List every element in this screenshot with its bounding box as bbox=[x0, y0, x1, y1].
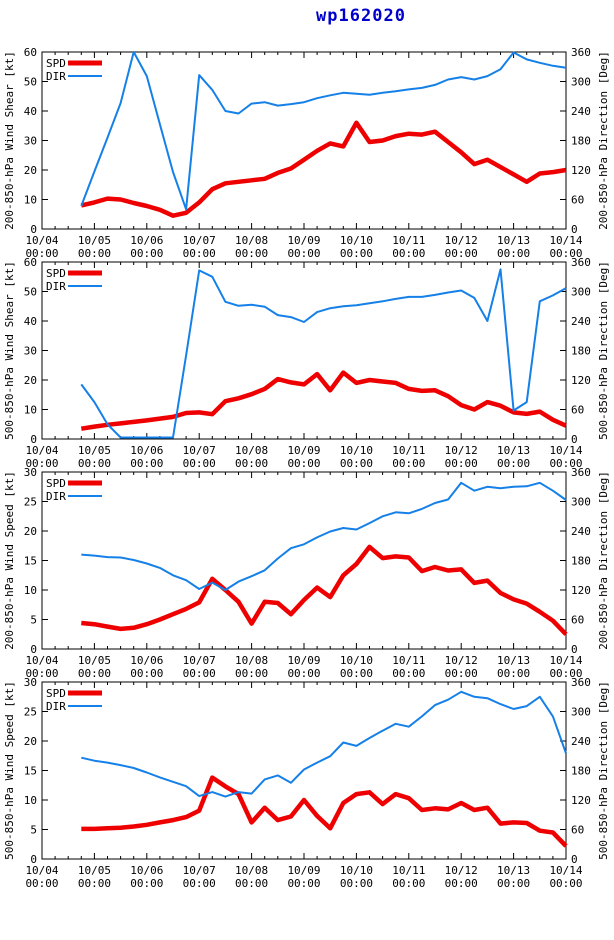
y-tick-right-label: 180 bbox=[571, 764, 591, 778]
x-tick-date-label: 10/06 bbox=[130, 864, 164, 877]
x-tick-date-label: 10/04 bbox=[25, 654, 59, 667]
x-tick-date-label: 10/09 bbox=[287, 444, 321, 457]
dir-line bbox=[81, 269, 566, 437]
y-tick-left-label: 25 bbox=[23, 495, 37, 509]
y-tick-right-label: 120 bbox=[571, 794, 591, 807]
y-tick-right-label: 0 bbox=[571, 643, 578, 656]
x-tick-date-label: 10/07 bbox=[182, 654, 216, 667]
legend-dir-label: DIR bbox=[46, 490, 66, 503]
x-tick-date-label: 10/13 bbox=[497, 444, 531, 457]
x-tick-time-label: 00:00 bbox=[444, 667, 478, 680]
x-tick-date-label: 10/06 bbox=[130, 444, 164, 457]
x-tick-time-label: 00:00 bbox=[339, 877, 373, 890]
y-tick-right-label: 360 bbox=[571, 466, 591, 479]
x-tick-time-label: 00:00 bbox=[25, 457, 59, 470]
x-tick-date-label: 10/11 bbox=[392, 864, 426, 877]
y-tick-left-label: 15 bbox=[23, 554, 37, 568]
x-tick-time-label: 00:00 bbox=[235, 247, 269, 260]
x-tick-date-label: 10/12 bbox=[444, 234, 478, 247]
x-tick-date-label: 10/10 bbox=[339, 864, 373, 877]
x-tick-date-label: 10/09 bbox=[287, 234, 321, 247]
y-tick-left-label: 15 bbox=[23, 764, 37, 778]
spd-line bbox=[81, 778, 566, 846]
x-tick-date-label: 10/04 bbox=[25, 234, 59, 247]
left-axis-label: 500-850-hPa Wind Speed [kt] bbox=[3, 681, 16, 860]
x-tick-date-label: 10/08 bbox=[235, 444, 269, 457]
x-tick-date-label: 10/10 bbox=[339, 654, 373, 667]
y-tick-right-label: 300 bbox=[571, 75, 591, 89]
y-tick-right-label: 60 bbox=[571, 403, 585, 417]
y-tick-left-label: 25 bbox=[23, 705, 37, 719]
x-tick-date-label: 10/08 bbox=[235, 654, 269, 667]
dir-line bbox=[81, 692, 566, 797]
x-tick-time-label: 00:00 bbox=[182, 457, 216, 470]
x-tick-date-label: 10/09 bbox=[287, 654, 321, 667]
x-tick-time-label: 00:00 bbox=[549, 877, 583, 890]
x-tick-time-label: 00:00 bbox=[497, 667, 531, 680]
x-tick-date-label: 10/13 bbox=[497, 654, 531, 667]
y-tick-left-label: 40 bbox=[23, 105, 37, 118]
x-tick-time-label: 00:00 bbox=[444, 457, 478, 470]
x-tick-date-label: 10/10 bbox=[339, 444, 373, 457]
y-tick-left-label: 20 bbox=[23, 735, 37, 748]
x-tick-time-label: 00:00 bbox=[287, 667, 321, 680]
x-tick-time-label: 00:00 bbox=[339, 457, 373, 470]
y-tick-right-label: 360 bbox=[571, 256, 591, 269]
y-tick-left-label: 30 bbox=[23, 466, 37, 479]
left-axis-label: 200-850-hPa Wind Shear [kt] bbox=[3, 51, 16, 230]
x-tick-time-label: 00:00 bbox=[549, 457, 583, 470]
y-tick-left-label: 10 bbox=[23, 794, 37, 807]
x-tick-time-label: 00:00 bbox=[182, 247, 216, 260]
x-tick-date-label: 10/14 bbox=[549, 864, 583, 877]
x-tick-date-label: 10/07 bbox=[182, 444, 216, 457]
y-tick-left-label: 20 bbox=[23, 374, 37, 387]
x-tick-date-label: 10/10 bbox=[339, 234, 373, 247]
chart-200-850-hpa-wind-speed bbox=[3, 466, 610, 680]
y-tick-left-label: 0 bbox=[30, 223, 37, 236]
y-tick-left-label: 0 bbox=[30, 643, 37, 656]
x-tick-time-label: 00:00 bbox=[77, 877, 111, 890]
legend-spd-label: SPD bbox=[46, 687, 66, 700]
y-tick-left-label: 10 bbox=[23, 193, 37, 207]
y-tick-right-label: 240 bbox=[571, 315, 591, 328]
x-tick-date-label: 10/11 bbox=[392, 654, 426, 667]
x-tick-time-label: 00:00 bbox=[182, 667, 216, 680]
legend-spd-label: SPD bbox=[46, 477, 66, 490]
chart-500-850-hpa-wind-shear bbox=[3, 256, 610, 470]
x-tick-date-label: 10/13 bbox=[497, 234, 531, 247]
x-tick-time-label: 00:00 bbox=[497, 457, 531, 470]
y-tick-right-label: 240 bbox=[571, 525, 591, 538]
plot-border bbox=[42, 52, 566, 229]
legend-dir-label: DIR bbox=[46, 70, 66, 83]
left-axis-label: 500-850-hPa Wind Shear [kt] bbox=[3, 261, 16, 440]
spd-line bbox=[81, 123, 566, 216]
y-tick-right-label: 300 bbox=[571, 705, 591, 719]
x-tick-time-label: 00:00 bbox=[130, 457, 164, 470]
x-tick-time-label: 00:00 bbox=[392, 457, 426, 470]
y-tick-left-label: 30 bbox=[23, 134, 37, 148]
legend-spd-label: SPD bbox=[46, 267, 66, 280]
x-tick-time-label: 00:00 bbox=[235, 667, 269, 680]
y-tick-right-label: 120 bbox=[571, 374, 591, 387]
y-tick-right-label: 0 bbox=[571, 433, 578, 446]
y-tick-left-label: 20 bbox=[23, 525, 37, 538]
right-axis-label: 500-850-hPa Direction [Deg] bbox=[597, 261, 610, 440]
y-tick-right-label: 0 bbox=[571, 223, 578, 236]
x-tick-date-label: 10/12 bbox=[444, 444, 478, 457]
y-tick-left-label: 30 bbox=[23, 344, 37, 358]
legend-dir-label: DIR bbox=[46, 280, 66, 293]
y-tick-left-label: 0 bbox=[30, 853, 37, 866]
x-tick-date-label: 10/05 bbox=[77, 654, 111, 667]
x-tick-date-label: 10/14 bbox=[549, 234, 583, 247]
y-tick-left-label: 10 bbox=[23, 403, 37, 417]
y-tick-right-label: 300 bbox=[571, 495, 591, 509]
x-tick-time-label: 00:00 bbox=[77, 457, 111, 470]
y-tick-left-label: 60 bbox=[23, 256, 37, 269]
x-tick-date-label: 10/12 bbox=[444, 864, 478, 877]
x-tick-time-label: 00:00 bbox=[444, 247, 478, 260]
x-tick-time-label: 00:00 bbox=[444, 877, 478, 890]
dir-line bbox=[81, 483, 566, 590]
x-tick-time-label: 00:00 bbox=[130, 877, 164, 890]
x-tick-date-label: 10/11 bbox=[392, 444, 426, 457]
y-tick-left-label: 40 bbox=[23, 315, 37, 328]
x-tick-date-label: 10/14 bbox=[549, 654, 583, 667]
x-tick-time-label: 00:00 bbox=[287, 877, 321, 890]
plot-title: wp162020 bbox=[316, 6, 406, 26]
right-axis-label: 500-850-hPa Direction [Deg] bbox=[597, 681, 610, 860]
x-tick-date-label: 10/06 bbox=[130, 654, 164, 667]
x-tick-time-label: 00:00 bbox=[549, 667, 583, 680]
left-axis-label: 200-850-hPa Wind Speed [kt] bbox=[3, 471, 16, 650]
x-tick-time-label: 00:00 bbox=[497, 247, 531, 260]
y-tick-right-label: 60 bbox=[571, 823, 585, 837]
x-tick-time-label: 00:00 bbox=[287, 457, 321, 470]
x-tick-time-label: 00:00 bbox=[235, 457, 269, 470]
y-tick-left-label: 50 bbox=[23, 75, 37, 89]
spd-line bbox=[81, 547, 566, 634]
y-tick-left-label: 5 bbox=[30, 613, 37, 627]
y-tick-right-label: 120 bbox=[571, 164, 591, 177]
x-tick-date-label: 10/04 bbox=[25, 864, 59, 877]
chart-200-850-hpa-wind-shear bbox=[3, 46, 610, 260]
x-tick-time-label: 00:00 bbox=[25, 877, 59, 890]
x-tick-time-label: 00:00 bbox=[549, 247, 583, 260]
x-tick-date-label: 10/07 bbox=[182, 864, 216, 877]
x-tick-date-label: 10/12 bbox=[444, 654, 478, 667]
x-tick-time-label: 00:00 bbox=[339, 247, 373, 260]
x-tick-date-label: 10/13 bbox=[497, 864, 531, 877]
y-tick-left-label: 50 bbox=[23, 285, 37, 299]
x-tick-date-label: 10/07 bbox=[182, 234, 216, 247]
x-tick-time-label: 00:00 bbox=[287, 247, 321, 260]
x-tick-time-label: 00:00 bbox=[130, 247, 164, 260]
x-tick-date-label: 10/04 bbox=[25, 444, 59, 457]
legend-dir-label: DIR bbox=[46, 700, 66, 713]
x-tick-time-label: 00:00 bbox=[497, 877, 531, 890]
y-tick-right-label: 180 bbox=[571, 554, 591, 568]
y-tick-right-label: 300 bbox=[571, 285, 591, 299]
y-tick-left-label: 0 bbox=[30, 433, 37, 446]
right-axis-label: 200-850-hPa Direction [Deg] bbox=[597, 51, 610, 230]
y-tick-left-label: 5 bbox=[30, 823, 37, 837]
y-tick-right-label: 240 bbox=[571, 735, 591, 748]
x-tick-date-label: 10/14 bbox=[549, 444, 583, 457]
right-axis-label: 200-850-hPa Direction [Deg] bbox=[597, 471, 610, 650]
x-tick-time-label: 00:00 bbox=[25, 247, 59, 260]
x-tick-date-label: 10/05 bbox=[77, 864, 111, 877]
y-tick-right-label: 180 bbox=[571, 344, 591, 358]
x-tick-date-label: 10/11 bbox=[392, 234, 426, 247]
x-tick-date-label: 10/05 bbox=[77, 444, 111, 457]
x-tick-date-label: 10/05 bbox=[77, 234, 111, 247]
y-tick-left-label: 30 bbox=[23, 676, 37, 689]
plot-border bbox=[42, 472, 566, 649]
dir-line bbox=[81, 52, 566, 209]
y-tick-right-label: 120 bbox=[571, 584, 591, 597]
x-tick-date-label: 10/08 bbox=[235, 864, 269, 877]
x-tick-time-label: 00:00 bbox=[182, 877, 216, 890]
y-tick-left-label: 60 bbox=[23, 46, 37, 59]
x-tick-time-label: 00:00 bbox=[130, 667, 164, 680]
y-tick-right-label: 60 bbox=[571, 193, 585, 207]
spd-line bbox=[81, 373, 566, 429]
x-tick-date-label: 10/08 bbox=[235, 234, 269, 247]
x-tick-time-label: 00:00 bbox=[392, 667, 426, 680]
y-tick-right-label: 60 bbox=[571, 613, 585, 627]
x-tick-time-label: 00:00 bbox=[392, 877, 426, 890]
y-tick-left-label: 20 bbox=[23, 164, 37, 177]
chart-500-850-hpa-wind-speed bbox=[3, 676, 610, 890]
x-tick-date-label: 10/09 bbox=[287, 864, 321, 877]
y-tick-right-label: 180 bbox=[571, 134, 591, 148]
y-tick-right-label: 240 bbox=[571, 105, 591, 118]
y-tick-right-label: 360 bbox=[571, 46, 591, 59]
x-tick-time-label: 00:00 bbox=[392, 247, 426, 260]
x-tick-time-label: 00:00 bbox=[339, 667, 373, 680]
y-tick-left-label: 10 bbox=[23, 584, 37, 597]
x-tick-time-label: 00:00 bbox=[235, 877, 269, 890]
plot-border bbox=[42, 262, 566, 439]
x-tick-time-label: 00:00 bbox=[25, 667, 59, 680]
legend-spd-label: SPD bbox=[46, 57, 66, 70]
y-tick-right-label: 0 bbox=[571, 853, 578, 866]
x-tick-time-label: 00:00 bbox=[77, 247, 111, 260]
y-tick-right-label: 360 bbox=[571, 676, 591, 689]
x-tick-time-label: 00:00 bbox=[77, 667, 111, 680]
x-tick-date-label: 10/06 bbox=[130, 234, 164, 247]
